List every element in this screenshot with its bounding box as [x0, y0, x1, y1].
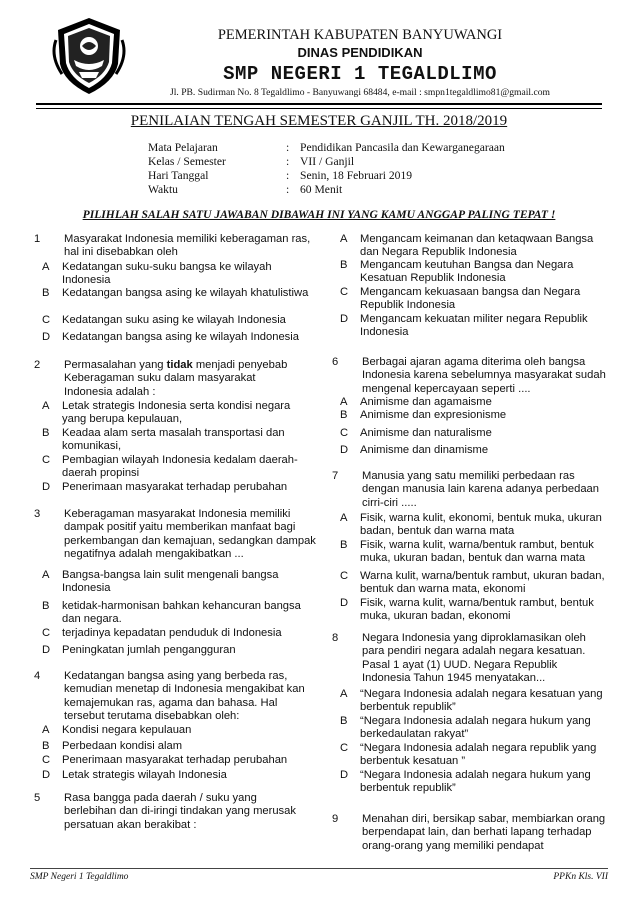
option-text: Animisme dan expresionisme [360, 409, 507, 421]
option-letter: C [340, 570, 349, 582]
info-label: Kelas / Semester [148, 155, 226, 168]
option-text: “Negara Indonesia adalah negara hukum yang berkedaulatan rakyat” [360, 715, 591, 741]
info-separator: : [286, 141, 290, 154]
option-letter: D [42, 769, 51, 781]
option-text: Kedatangan suku asing ke wilayah Indonesia [62, 314, 286, 326]
question-text: Masyarakat Indonesia memiliki keberagaman ras, hal ini disebabkan oleh [64, 233, 311, 259]
info-label: Waktu [148, 183, 178, 196]
info-value: VII / Ganjil [300, 155, 355, 168]
info-value: Senin, 18 Februari 2019 [300, 169, 413, 182]
q8-option-b[interactable] [340, 715, 610, 742]
question-3 [34, 508, 316, 562]
option-text: “Negara Indonesia adalah negara hukum yang berbentuk republik” [360, 769, 591, 795]
q1-option-c[interactable] [42, 314, 316, 327]
header-rule-thick [36, 103, 602, 105]
option-text: Warna kulit, warna/bentuk rambut, ukuran badan, bentuk dan warna mata, ekonomi [360, 570, 605, 596]
option-letter: B [340, 409, 348, 421]
question-number: 3 [34, 508, 41, 520]
option-text: Mengancam keimanan dan ketaqwaan Bangsa dan Negara Republik Indonesia [360, 233, 594, 259]
question-2 [34, 359, 304, 399]
info-label: Hari Tanggal [148, 169, 209, 182]
option-letter: D [42, 481, 51, 493]
option-letter: B [42, 740, 50, 752]
q7-option-a[interactable] [340, 512, 610, 539]
q3-option-a[interactable] [42, 569, 316, 596]
q4-option-b[interactable] [42, 740, 316, 753]
q3-option-c[interactable] [42, 627, 316, 640]
option-text: Kedatangan suku-suku bangsa ke wilayah Indonesia [62, 261, 272, 287]
q6-option-a[interactable] [340, 396, 610, 409]
option-letter: C [340, 286, 349, 298]
option-letter: A [340, 233, 348, 245]
option-text: Animisme dan dinamisme [360, 444, 489, 456]
option-text: Kondisi negara kepulauan [62, 724, 192, 736]
question-text-part: menjadi penyebab Keberagaman suku dalam masyarakat Indonesia adalah : [64, 359, 288, 398]
q4-option-d[interactable] [42, 769, 316, 782]
question-text: Rasa bangga pada daerah / suku yang berlebihan dan di-iringi tindakan yang merusak persatuan akan berakibat : [64, 792, 296, 831]
q7-option-c[interactable] [340, 570, 610, 597]
option-letter: B [42, 600, 50, 612]
q5-option-d[interactable] [340, 313, 610, 340]
info-row-class [148, 155, 354, 168]
option-letter: D [340, 313, 349, 325]
option-letter: C [42, 627, 51, 639]
question-number: 4 [34, 670, 41, 682]
option-letter: A [42, 400, 50, 412]
footer-rule [30, 868, 608, 869]
question-text [64, 359, 304, 399]
exam-instruction: PILIHLAH SALAH SATU JAWABAN DIBAWAH INI YANG KAMU ANGGAP PALING TEPAT ! [82, 208, 556, 221]
option-text: Fisik, warna kulit, ekonomi, bentuk muka, ukuran badan, bentuk dan warna mata [360, 512, 602, 538]
question-text: Kedatangan bangsa asing yang berbeda ras, kemudian menetap di Indonesia mengakibat kan kemajemukan ras, agama dan bahasa. Hal tersebut terutama disebabkan oleh: [64, 670, 305, 723]
info-row-subject [148, 141, 505, 154]
option-letter: D [340, 597, 349, 609]
q8-option-c[interactable] [340, 742, 614, 769]
q6-option-b[interactable] [340, 409, 610, 422]
option-letter: B [340, 539, 348, 551]
option-letter: B [340, 715, 348, 727]
option-text: Fisik, warna kulit, warna/bentuk rambut, bentuk muka, ukuran badan, ekonomi [360, 597, 594, 623]
exam-title: PENILAIAN TENGAH SEMESTER GANJIL TH. 2018/2019 [130, 113, 508, 129]
option-text: Mengancam kekuatan militer negara Republik Indonesia [360, 313, 588, 339]
q2-option-d[interactable] [42, 481, 322, 494]
option-letter: C [340, 742, 349, 754]
q1-option-a[interactable] [42, 261, 316, 288]
question-number: 6 [332, 356, 339, 368]
option-letter: D [42, 331, 51, 343]
question-number: 1 [34, 233, 41, 245]
option-letter: B [340, 259, 348, 271]
option-text: Penerimaan masyarakat terhadap perubahan [62, 481, 288, 493]
option-text: Keadaa alam serta masalah transportasi dan komunikasi, [62, 427, 285, 453]
option-letter: B [42, 427, 50, 439]
q4-option-c[interactable] [42, 754, 316, 767]
question-5 [34, 792, 304, 832]
question-text: Menahan diri, bersikap sabar, membiarkan orang berpendapat lain, dan berhati lapang terhadap orang-orang yang memiliki pendapat [362, 813, 606, 852]
option-text: Animisme dan agamaisme [360, 396, 492, 408]
department-heading: DINAS PENDIDIKAN [297, 45, 423, 60]
question-text: Manusia yang satu memiliki perbedaan ras dengan manusia lain karena adanya perbedaan cirri-ciri ..... [362, 470, 599, 509]
option-letter: D [42, 644, 51, 656]
option-text: Perbedaan kondisi alam [62, 740, 183, 752]
q1-option-d[interactable] [42, 331, 322, 344]
info-label: Mata Pelajaran [148, 141, 218, 154]
option-letter: C [340, 427, 349, 439]
option-letter: A [340, 512, 348, 524]
option-letter: D [340, 444, 349, 456]
question-9 [332, 813, 614, 853]
q5-option-c[interactable] [340, 286, 610, 313]
info-separator: : [286, 155, 290, 168]
q3-option-d[interactable] [42, 644, 316, 657]
question-number: 5 [34, 792, 41, 804]
option-letter: C [42, 454, 51, 466]
question-7 [332, 470, 614, 510]
option-text: Animisme dan naturalisme [360, 427, 492, 439]
government-heading: PEMERINTAH KABUPATEN BANYUWANGI [217, 27, 503, 43]
option-text: ketidak-harmonisan bahkan kehancuran bangsa dan negara. [62, 600, 301, 626]
question-6 [332, 356, 608, 396]
question-text: Keberagaman masyarakat Indonesia memiliki dampak positif yaitu memberikan manfaat bagi perkembangan dan kemajuan, sedangkan dampak negatifnya adalah mengakibatkan ... [64, 508, 316, 561]
q1-option-b[interactable] [42, 287, 316, 300]
option-text: Kedatangan bangsa asing ke wilayah khatulistiwa [62, 287, 309, 299]
question-number: 8 [332, 632, 339, 644]
option-letter: A [42, 261, 50, 273]
option-letter: A [340, 396, 348, 408]
school-name: SMP NEGERI 1 TEGALDLIMO [223, 63, 497, 85]
footer-school: SMP Negeri 1 Tegaldlimo [30, 872, 129, 882]
school-address: Jl. PB. Sudirman No. 8 Tegaldlimo - Banyuwangi 68484, e-mail : smpn1tegaldlimo81@gmail.com [170, 87, 550, 98]
q2-option-c[interactable] [42, 454, 316, 481]
q7-option-d[interactable] [340, 597, 610, 624]
option-text: Bangsa-bangsa lain sulit mengenali bangsa Indonesia [62, 569, 279, 595]
question-number: 9 [332, 813, 339, 825]
q2-option-b[interactable] [42, 427, 316, 454]
option-text: Penerimaan masyarakat terhadap perubahan [62, 754, 288, 766]
q8-option-a[interactable] [340, 688, 610, 715]
option-text: Fisik, warna kulit, warna/bentuk rambut, bentuk muka, ukuran badan, bentuk dan warna mata [360, 539, 594, 565]
option-letter: A [340, 688, 348, 700]
option-letter: C [42, 314, 51, 326]
option-text: Letak strategis Indonesia serta kondisi negara yang berupa kepulauan, [62, 400, 291, 426]
option-text: Mengancam kekuasaan bangsa dan Negara Republik Indonesia [360, 286, 581, 312]
option-text: Peningkatan jumlah pengangguran [62, 644, 236, 656]
option-text: “Negara Indonesia adalah negara kesatuan yang berbentuk republik” [360, 688, 603, 714]
question-text: Berbagai ajaran agama diterima oleh bangsa Indonesia karena sebelumnya masyarakat sudah mengenal kepercayaan seperti .... [362, 356, 606, 395]
option-text: Kedatangan bangsa asing ke wilayah Indonesia [62, 331, 299, 343]
school-crest-logo [52, 16, 126, 96]
footer-subject: PPKn Kls. VII [553, 872, 608, 882]
question-emphasis: tidak [166, 359, 193, 371]
question-number: 2 [34, 359, 41, 371]
option-text: Pembagian wilayah Indonesia kedalam daerah-daerah propinsi [62, 454, 298, 480]
info-row-date [148, 169, 412, 182]
q5-option-a[interactable] [340, 233, 610, 260]
info-value: Pendidikan Pancasila dan Kewarganegaraan [300, 141, 505, 154]
question-text: Negara Indonesia yang diproklamasikan oleh para pendiri negara adalah negara kesatuan. Pasal 1 ayat (1) UUD. Negara Republik Indonesia Tahun 1945 menyatakan... [362, 632, 586, 685]
option-letter: D [340, 769, 349, 781]
option-letter: B [42, 287, 50, 299]
question-1 [34, 233, 316, 260]
info-separator: : [286, 169, 290, 182]
q7-option-b[interactable] [340, 539, 614, 566]
option-text: Letak strategis wilayah Indonesia [62, 769, 227, 781]
question-8 [332, 632, 608, 686]
question-text-part: Permasalahan yang [64, 359, 167, 371]
info-separator: : [286, 183, 290, 196]
info-row-time [148, 183, 342, 196]
option-text: Mengancam keutuhan Bangsa dan Negara Kesatuan Republik Indonesia [360, 259, 574, 285]
question-number: 7 [332, 470, 339, 482]
q4-option-a[interactable] [42, 724, 316, 737]
q6-option-c[interactable] [340, 427, 610, 440]
option-text: “Negara Indonesia adalah negara republik yang berbentuk kesatuan ” [360, 742, 597, 768]
option-letter: A [42, 569, 50, 581]
info-value: 60 Menit [300, 183, 343, 196]
q2-option-a[interactable] [42, 400, 316, 427]
option-letter: C [42, 754, 51, 766]
q8-option-d[interactable] [340, 769, 610, 796]
option-letter: A [42, 724, 50, 736]
header-rule-thin [36, 108, 602, 109]
option-text: terjadinya kepadatan penduduk di Indonesia [62, 627, 282, 639]
q6-option-d[interactable] [340, 444, 610, 457]
q5-option-b[interactable] [340, 259, 610, 286]
question-4 [34, 670, 316, 724]
q3-option-b[interactable] [42, 600, 316, 627]
